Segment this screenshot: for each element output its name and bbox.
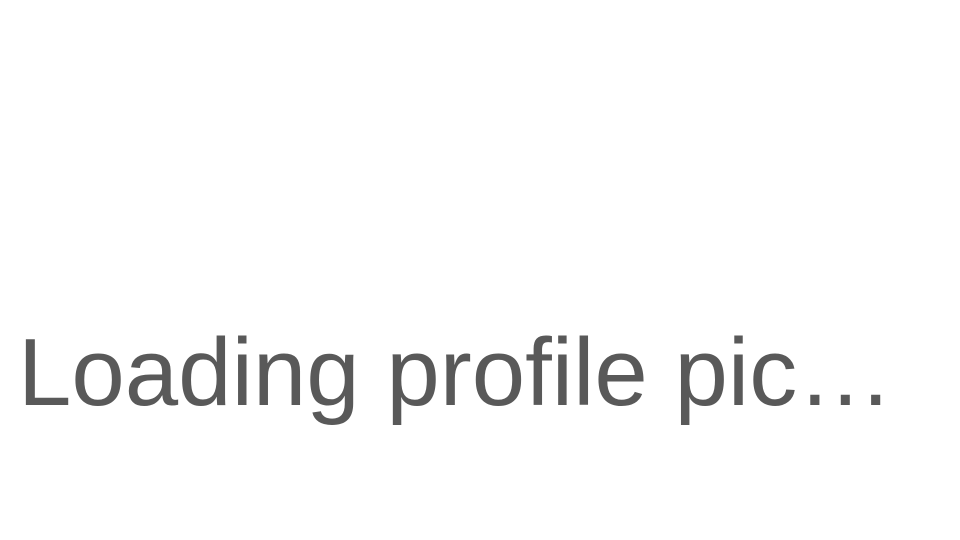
loading-message: Loading profile pic… bbox=[18, 319, 894, 426]
